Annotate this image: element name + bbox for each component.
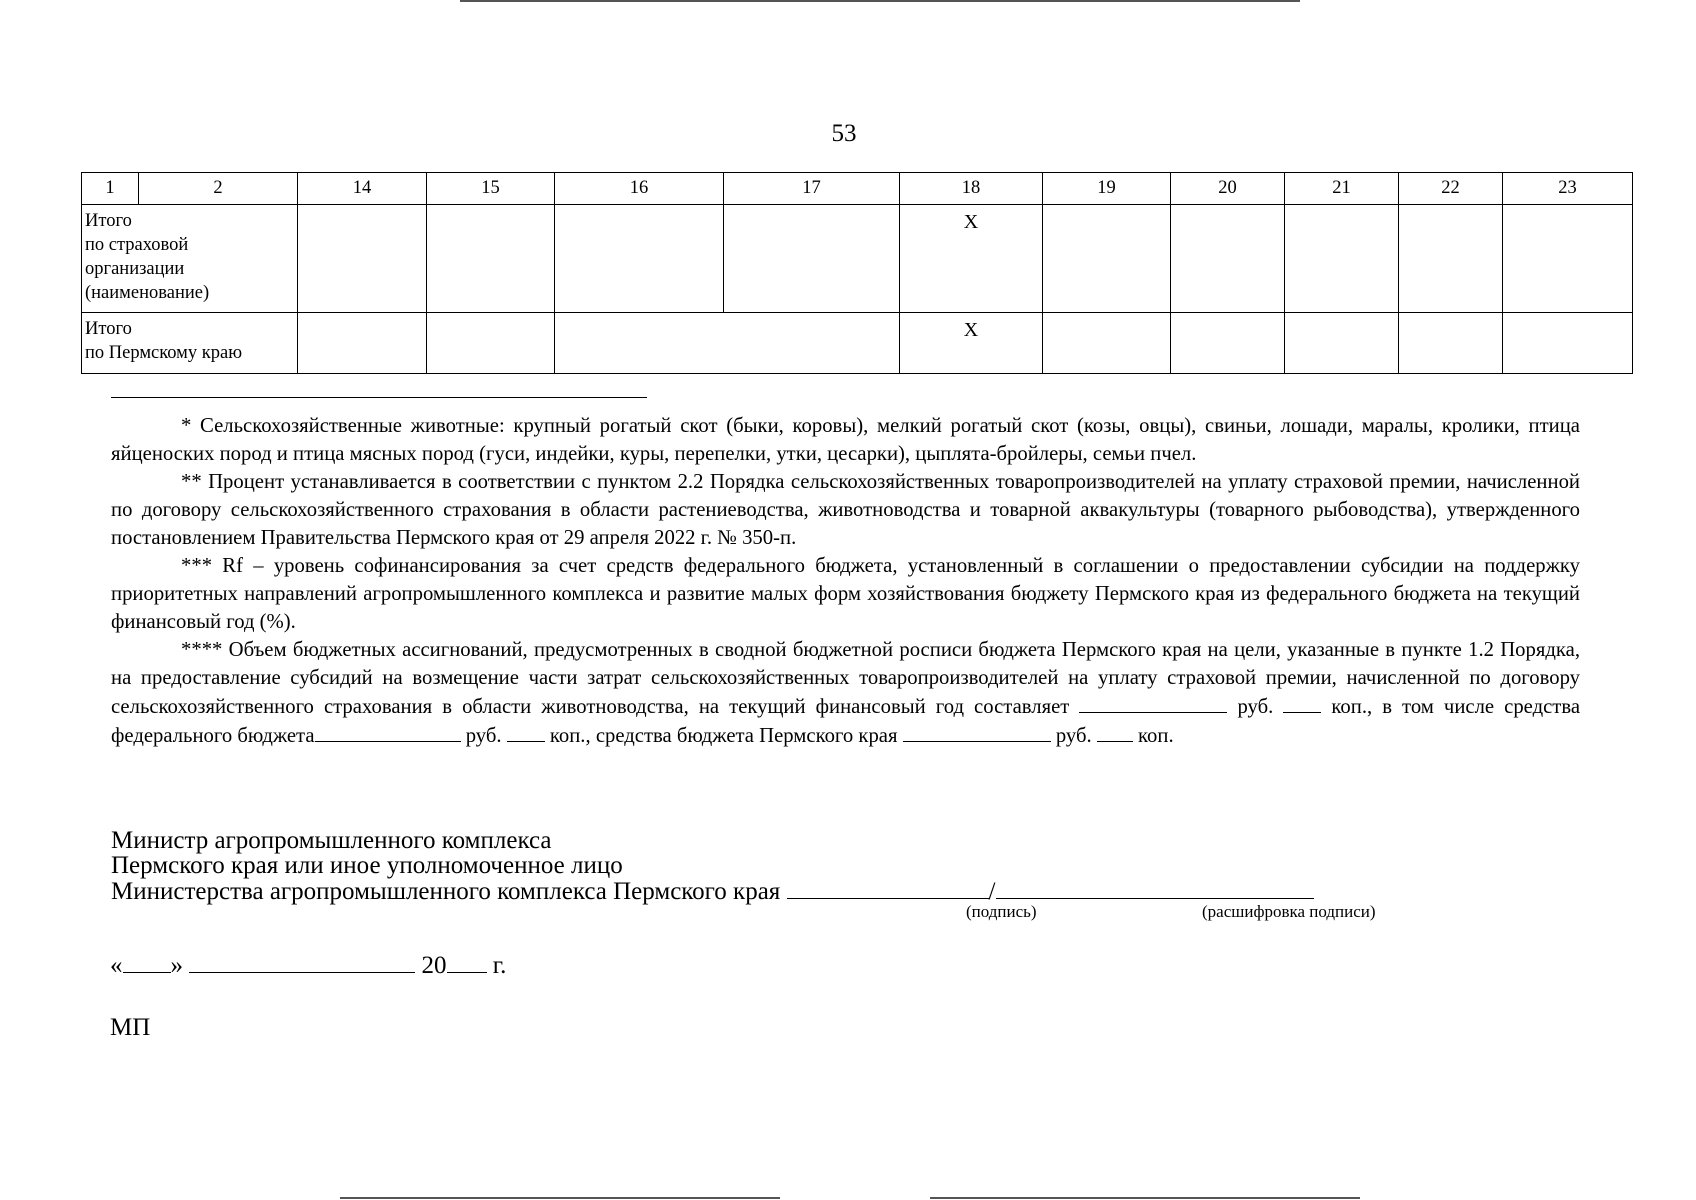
amount-regional-kop-blank — [1097, 721, 1133, 742]
table-cell — [724, 205, 900, 313]
table-cell — [1171, 313, 1285, 374]
table-cell-merged — [555, 313, 900, 374]
col-number-header: 16 — [555, 173, 724, 205]
col-number-header: 20 — [1171, 173, 1285, 205]
table-cell — [1171, 205, 1285, 313]
signatory-title-line3: Министерства агропромышленного комплекса Пермского края / — [111, 878, 1314, 904]
date-line: « » 20 г. — [110, 952, 507, 979]
signature-separator: / — [988, 878, 996, 905]
column-number-row — [82, 173, 1633, 205]
signatory-title-line2: Пермского края или иное уполномоченное лицо — [111, 852, 623, 879]
table-cell — [1503, 205, 1633, 313]
table-cell — [298, 313, 427, 374]
table-cell — [1285, 205, 1399, 313]
signatory-title-line1: Министр агропромышленного комплекса — [111, 827, 552, 854]
col18-mark: X — [900, 205, 1043, 313]
col-number-header: 15 — [427, 173, 555, 205]
col-number-header: 22 — [1399, 173, 1503, 205]
col-number-header: 14 — [298, 173, 427, 205]
regional-budget-label: коп., средства бюджета Пермского края — [549, 725, 898, 747]
stamp-mark: МП — [110, 1014, 151, 1041]
rub-label: руб. — [1055, 725, 1092, 747]
col-number-header: 2 — [139, 173, 298, 205]
row-label-perm-total: Итого по Пермскому краю — [82, 313, 298, 374]
month-blank — [189, 952, 415, 973]
footnotes — [111, 412, 1580, 750]
table-cell — [1503, 313, 1633, 374]
rub-label: руб. — [1237, 696, 1274, 718]
footnote-separator — [111, 397, 647, 398]
col-number-header: 17 — [724, 173, 900, 205]
day-blank — [123, 952, 171, 973]
table-cell — [298, 205, 427, 313]
scan-edge-bottom-right — [930, 1197, 1360, 1199]
budget-text: **** Объем бюджетных ассигнований, предусмотренных в сводной бюджетной росписи бюджета Пермского края на цели, указанные в пункте 1.2 Порядка, на предоставление субсидий на возмещение части затрат сельскохозяйственных товаропроизводителей на уплату страховой премии, начисленной по договору сельскохозяйственного страхования в области животноводства, на текущий финансовый год составляет — [111, 639, 1580, 718]
table-cell — [1285, 313, 1399, 374]
table-cell — [427, 205, 555, 313]
col18-mark: X — [900, 313, 1043, 374]
table-row-insurer-total — [82, 205, 1633, 313]
page-number: 53 — [831, 120, 857, 147]
table-cell — [1043, 205, 1171, 313]
signature-decoding-blank — [996, 878, 1314, 899]
scan-edge-bottom-left — [340, 1197, 780, 1199]
table-cell — [427, 313, 555, 374]
signature-block — [111, 828, 1314, 904]
amount-total-kop-blank — [1283, 692, 1321, 713]
col-number-header: 18 — [900, 173, 1043, 205]
table-cell — [1399, 205, 1503, 313]
amount-regional-rub-blank — [903, 721, 1051, 742]
amount-total-rub-blank — [1079, 692, 1227, 713]
row-label-insurer-total: Итого по страховой организации (наименование) — [82, 205, 298, 313]
signature-decoding-caption: (расшифровка подписи) — [1202, 902, 1376, 921]
amount-federal-kop-blank — [507, 721, 545, 742]
federal-budget-label: коп., в том числе средства федерального бюджета — [111, 696, 1581, 747]
table-cell — [1043, 313, 1171, 374]
col-number-header: 1 — [82, 173, 139, 205]
kop-label: коп. — [1138, 725, 1174, 747]
footnote-percent: ** Процент устанавливается в соответствии с пунктом 2.2 Порядка сельскохозяйственных товаропроизводителей на уплату страховой премии, начисленной по договору сельскохозяйственного страхования в области растениеводства, животноводства и товарной аквакультуры (товарного рыбоводства), утвержденного постановлением Правительства Пермского края от 29 апреля 2022 г. № 350-п. — [111, 471, 1580, 549]
amount-federal-rub-blank — [315, 721, 461, 742]
col-number-header: 19 — [1043, 173, 1171, 205]
table-cell — [1399, 313, 1503, 374]
rub-label: руб. — [465, 725, 502, 747]
scan-edge-top — [460, 0, 1300, 2]
summary-table — [81, 172, 1633, 374]
col-number-header: 23 — [1503, 173, 1633, 205]
footnote-budget — [111, 636, 1580, 750]
signature-caption: (подпись) — [966, 902, 1037, 921]
footnote-animals: * Сельскохозяйственные животные: крупный рогатый скот (быки, коровы), мелкий рогатый скот (козы, овцы), свиньи, лошади, маралы, кролики, птица яйценоских пород и птица мясных пород (гуси, индейки, куры, перепелки, утки, цесарки), цыплята-бройлеры, семьи пчел. — [111, 415, 1580, 465]
year-blank — [447, 952, 487, 973]
col-number-header: 21 — [1285, 173, 1399, 205]
table-row-perm-total — [82, 313, 1633, 374]
table-cell — [555, 205, 724, 313]
signature-blank — [787, 878, 989, 899]
footnote-rf: *** Rf – уровень софинансирования за счет средств федерального бюджета, установленный в соглашении о предоставлении субсидии на поддержку приоритетных направлений агропромышленного комплекса и развитие малых форм хозяйствования бюджету Пермского края из федерального бюджета на текущий финансовый год (%). — [111, 555, 1580, 633]
